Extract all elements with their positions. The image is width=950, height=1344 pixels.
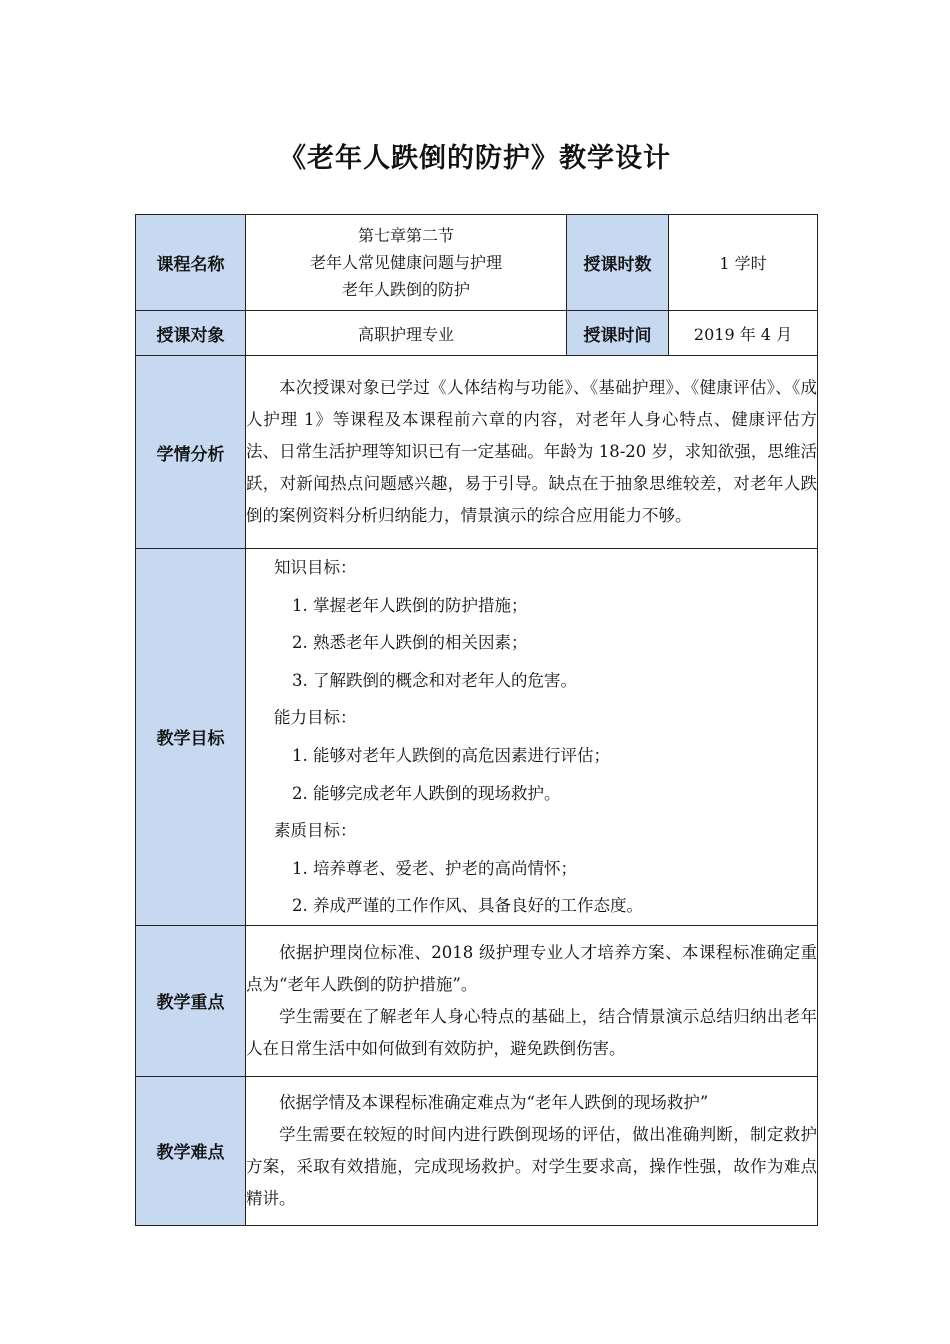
label-audience: 授课对象 [136,311,246,356]
time-value: 2019 年 4 月 [669,311,818,356]
ability-item: 2. 能够完成老年人跌倒的现场救护。 [292,783,561,803]
course-unit: 老年人常见健康问题与护理 [309,253,502,272]
label-difficulties: 教学难点 [136,1076,246,1225]
row-course [136,215,818,311]
difficulty-paragraph: 学生需要在较短的时间内进行跌倒现场的评估，做出准确判断，制定救护方案，采取有效措施，完成现场救护。对学生要求高，操作性强，故作为难点精讲。 [246,1124,817,1208]
row-key-points [136,925,818,1076]
analysis-cell [246,356,818,549]
lesson-plan-table [135,214,818,1226]
row-objectives [136,549,818,926]
knowledge-item: 1. 掌握老年人跌倒的防护措施； [292,595,528,615]
quality-heading: 素质目标： [274,821,357,841]
knowledge-heading: 知识目标： [274,558,357,577]
course-chapter: 第七章第二节 [357,226,454,245]
audience-value: 高职护理专业 [246,311,567,356]
label-objectives: 教学目标 [136,549,246,926]
key-point-paragraph: 依据护理岗位标准、2018 级护理专业人才培养方案、本课程标准确定重点为“老年人跌倒的防护措施”。 [246,942,817,994]
knowledge-item: 3. 了解跌倒的概念和对老年人的危害。 [292,670,577,690]
row-difficulties [136,1076,818,1225]
analysis-text: 本次授课对象已学过《人体结构与功能》、《基础护理》、《健康评估》、《成人护理 1》等课程及本课程前六章的内容，对老年人身心特点、健康评估方法、日常生活护理等知识已有一定基础。年龄为 18-20 岁，求知欲强，思维活跃，对新闻热点问题感兴趣，易于引导。缺点在于抽象思维较差，对老年人跌倒的案例资料分析归纳能力，情景演示的综合应用能力不够。 [246,378,817,525]
quality-item: 2. 养成严谨的工作作风、具备良好的工作态度。 [292,896,643,916]
label-key-points: 教学重点 [136,925,246,1076]
document-title: 《老年人跌倒的防护》教学设计 [279,143,671,174]
quality-item: 1. 培养尊老、爱老、护老的高尚情怀； [292,858,577,878]
difficulties-cell [246,1076,818,1225]
row-analysis [136,356,818,549]
hours-value: 1 学时 [669,215,818,311]
label-time: 授课时间 [567,311,669,356]
ability-item: 1. 能够对老年人跌倒的高危因素进行评估； [292,745,610,765]
objectives-cell [246,549,818,926]
key-point-paragraph: 学生需要在了解老年人身心特点的基础上，结合情景演示总结归纳出老年人在日常生活中如何做到有效防护，避免跌倒伤害。 [246,1006,817,1058]
label-analysis: 学情分析 [136,356,246,549]
key-points-cell [246,925,818,1076]
knowledge-item: 2. 熟悉老年人跌倒的相关因素； [292,633,528,653]
ability-heading: 能力目标： [274,708,357,728]
difficulty-paragraph: 依据学情及本课程标准确定难点为“老年人跌倒的现场救护” [279,1092,709,1112]
row-audience [136,311,818,356]
course-name-cell [246,215,567,311]
label-hours: 授课时数 [567,215,669,311]
course-topic: 老年人跌倒的防护 [341,280,470,299]
label-course-name: 课程名称 [136,215,246,311]
